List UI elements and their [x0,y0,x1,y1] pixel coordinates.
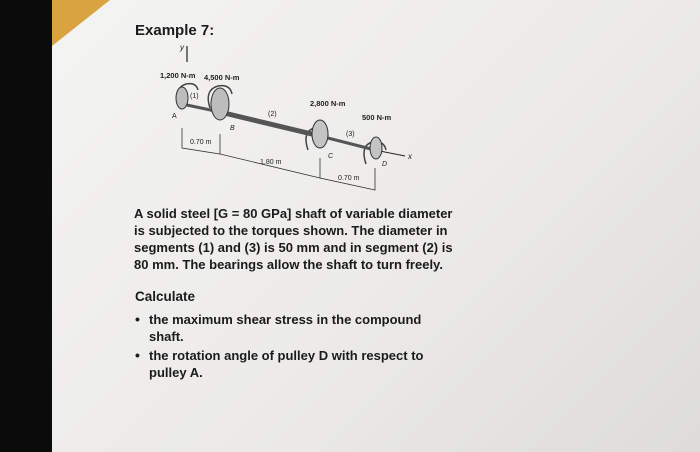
torque-label-a: 1,200 N-m [160,71,196,80]
dimension-line-3 [320,158,375,190]
y-axis-label: y [180,43,184,52]
shaft-segment-3 [320,136,375,150]
pulley-c [312,120,328,148]
segment-label-3: (3) [346,131,355,138]
torque-label-b: 4,500 N-m [204,73,240,82]
length-label-3: 0.70 m [338,175,360,182]
torque-label-c: 2,800 N-m [310,99,346,108]
point-label-b: B [230,125,235,132]
length-label-1: 0.70 m [190,139,212,146]
pulley-b [211,88,229,120]
problem-statement: A solid steel [G = 80 GPa] shaft of variable diameter is subjected to the torques shown. The diameter in segments (1) and (3) is 50 mm and in segment (2) is 80 mm. The bearings allow the shaft to turn freely. [134,206,453,272]
dimension-line-2 [220,154,320,178]
page-tab-corner [52,0,110,46]
calculate-label: Calculate [135,289,196,304]
point-label-c: C [328,153,334,160]
pulley-a [176,87,188,109]
x-axis-label: x [408,152,412,161]
segment-label-2: (2) [268,111,277,118]
length-label-2: 1.80 m [260,159,282,166]
torque-label-d: 500 N-m [362,113,392,122]
task-list [135,311,455,383]
point-label-d: D [382,161,388,168]
shaft-diagram [160,38,420,198]
task-item-2: • the rotation angle of pulley D with respect to pulley A. [135,347,455,381]
pulley-d [370,137,382,159]
task-item-1: • the maximum shear stress in the compound shaft. [135,311,455,345]
dark-background-strip [0,0,52,452]
example-heading: Example 7: [135,22,215,39]
segment-label-1: (1) [190,93,199,100]
point-label-a: A [172,113,177,120]
